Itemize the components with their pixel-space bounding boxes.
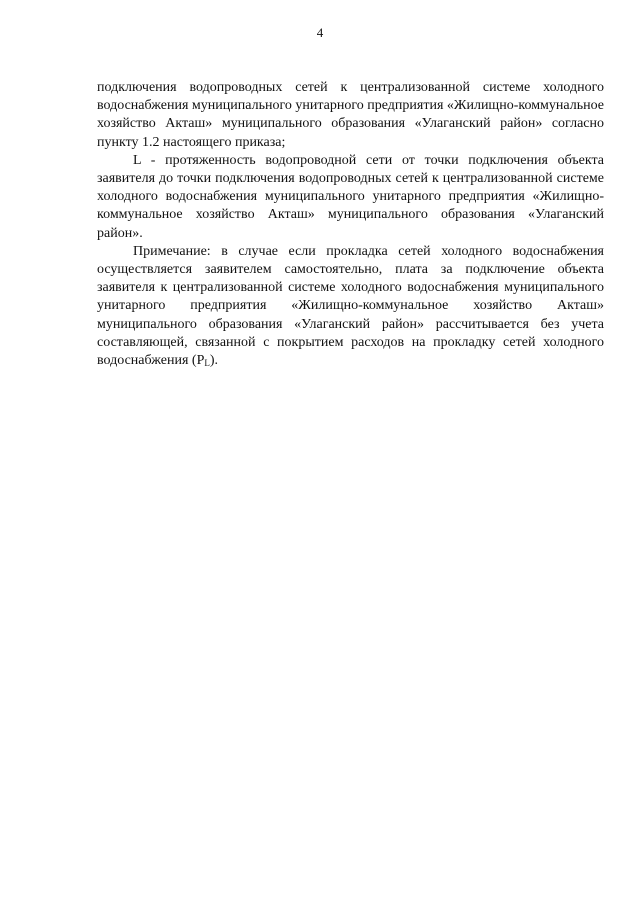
paragraph-connection-continuation: подключения водопроводных сетей к централизованной системе холодного водоснабжения муниципального унитарного предприятия «Жилищно-коммунальное хозяйство Акташ» муниципального образования «Улаганский район» согласно пункту 1.2 настоящего приказа; — [97, 80, 604, 150]
note-text: Примечание: в случае если прокладка сетей холодного водоснабжения осуществляется заявителем самостоятельно, плата за подключение объекта заявителя к централизованной системе холодного водоснабжения муниципального унитарного предприятия «Жилищно-коммунальное хозяйство Акташ» муниципального образования «Улаганский район» рассчитывается без учета составляющей, связанной с покрытием расходов на прокладку сетей холодного водоснабжения (P — [97, 243, 604, 369]
document-body — [97, 79, 604, 370]
note-tail: ). — [209, 353, 219, 369]
note-subscript: L — [204, 358, 210, 369]
page-number: 4 — [316, 25, 324, 40]
paragraph-length-definition: L - протяженность водопроводной сети от точки подключения объекта заявителя до точки подключения водопроводных сетей к централизованной системе холодного водоснабжения муниципального унитарного предприятия «Жилищно-коммунальное хозяйство Акташ» муниципального образования «Улаганский район». — [97, 152, 604, 241]
paragraph-note — [97, 243, 604, 370]
